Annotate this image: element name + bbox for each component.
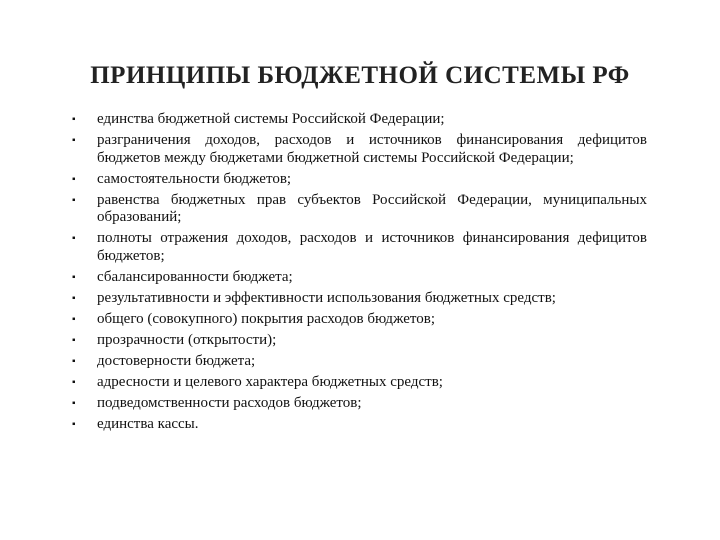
list-item-text: прозрачности (открытости); (97, 331, 277, 348)
bullet-icon: ▪ (72, 397, 76, 409)
list-item-text: единства кассы. (97, 415, 199, 432)
list-item-text: разграничения доходов, расходов и источников финансирования дефицитов бюджетов между бюджетами бюджетной системы Российской Федерации; (97, 132, 647, 166)
list-item-text: адресности и целевого характера бюджетных средств; (97, 373, 443, 390)
slide-title: ПРИНЦИПЫ БЮДЖЕТНОЙ СИСТЕМЫ РФ (90, 62, 630, 89)
list-item (0, 290, 720, 308)
list-item-text: единства бюджетной системы Российской Федерации; (97, 111, 445, 127)
list-item (0, 192, 720, 227)
list-item-text: общего (совокупного) покрытия расходов бюджетов; (97, 310, 435, 327)
list-item (0, 332, 720, 350)
list-item (0, 353, 720, 371)
bullet-icon: ▪ (72, 194, 76, 206)
bullet-icon: ▪ (72, 271, 76, 283)
list-item-text: сбалансированности бюджета; (97, 268, 293, 285)
list-item (0, 395, 720, 413)
bullet-icon: ▪ (72, 376, 76, 388)
bullet-icon: ▪ (72, 418, 76, 430)
principles-list (0, 111, 720, 437)
list-item (0, 132, 720, 167)
bullet-icon: ▪ (72, 334, 76, 346)
list-item (0, 111, 720, 129)
bullet-icon: ▪ (72, 135, 76, 146)
list-item (0, 171, 720, 189)
list-item-text: подведомственности расходов бюджетов; (97, 394, 362, 411)
bullet-icon: ▪ (72, 173, 76, 185)
list-item-text: результативности и эффективности использования бюджетных средств; (97, 289, 556, 306)
list-item-text: достоверности бюджета; (97, 352, 256, 369)
list-item (0, 416, 720, 434)
bullet-icon: ▪ (72, 355, 76, 367)
list-item (0, 269, 720, 287)
list-item-text: полноты отражения доходов, расходов и источников финансирования дефицитов бюджетов; (97, 230, 647, 264)
list-item-text: самостоятельности бюджетов; (97, 170, 292, 187)
bullet-icon: ▪ (72, 292, 76, 304)
list-item (0, 230, 720, 265)
list-item (0, 374, 720, 392)
bullet-icon: ▪ (72, 114, 76, 125)
bullet-icon: ▪ (72, 233, 76, 244)
list-item (0, 311, 720, 329)
bullet-icon: ▪ (72, 313, 76, 325)
list-item-text: равенства бюджетных прав субъектов Российской Федерации, муниципальных образований; (97, 191, 647, 225)
